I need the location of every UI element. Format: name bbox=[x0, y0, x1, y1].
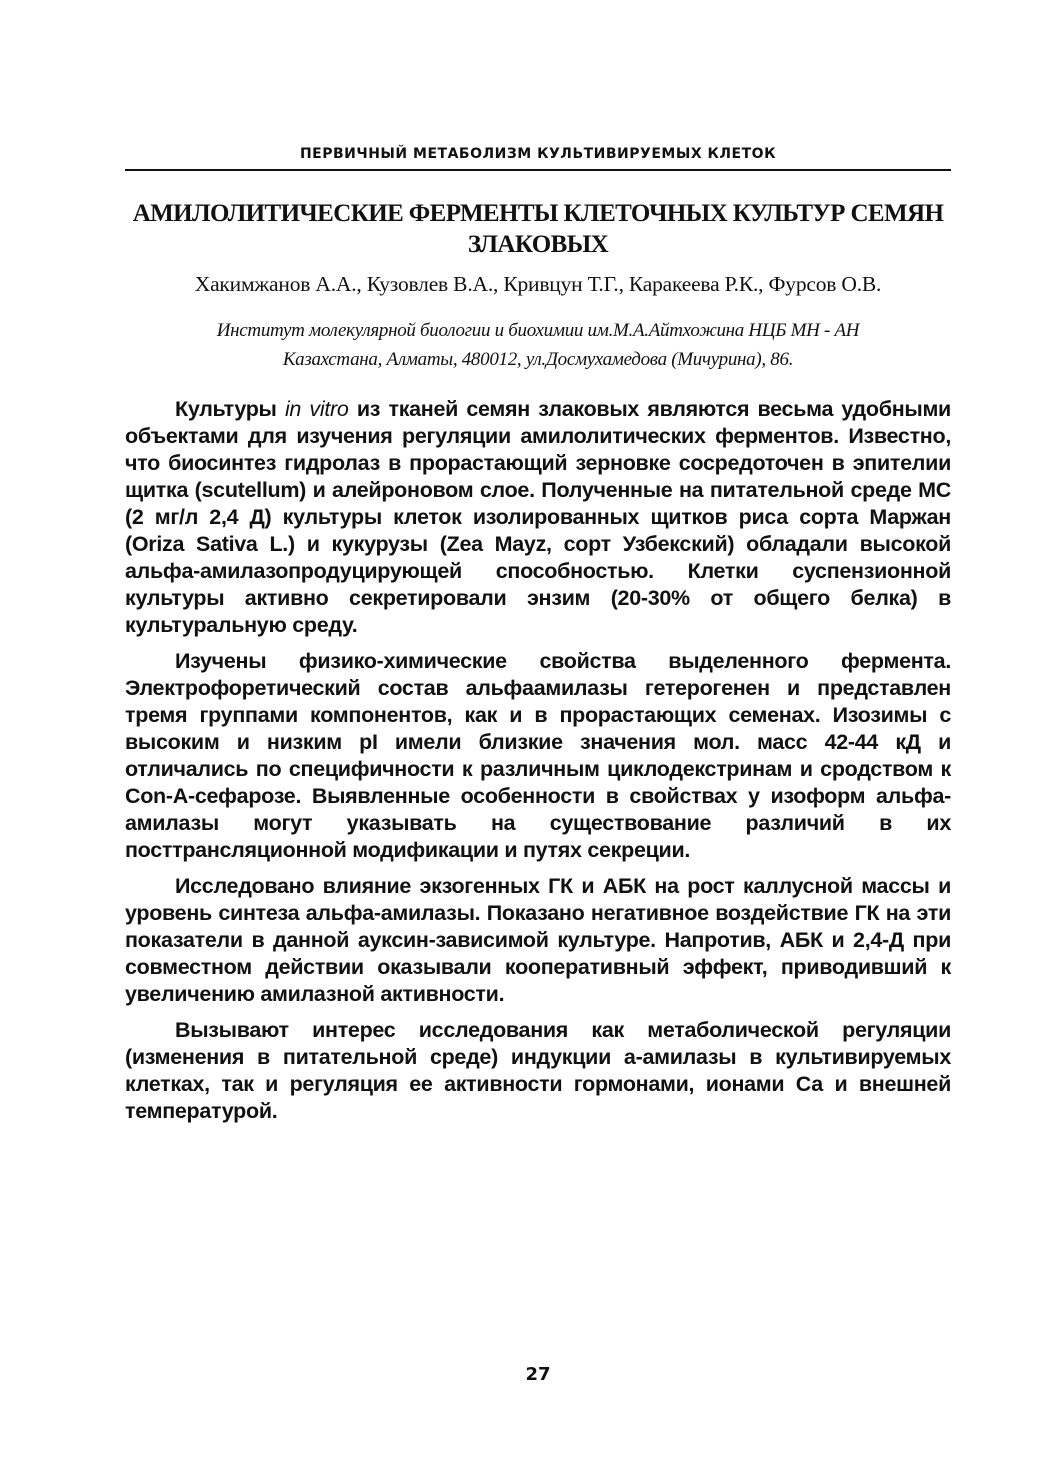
paragraph-1-start: Культуры bbox=[175, 397, 285, 421]
affiliation bbox=[125, 316, 951, 374]
header-rule bbox=[125, 169, 951, 171]
running-head: ПЕРВИЧНЫЙ МЕТАБОЛИЗМ КУЛЬТИВИРУЕМЫХ КЛЕТОК bbox=[299, 146, 777, 162]
paragraph-2: Изучены физико-химические свойства выделенного фермента. Электрофоретический состав альфаамилазы гетерогенен и представлен тремя группами компонентов, как и в прорастающих семенах. Изозимы с высоким и низким pI имели близкие значения мол. масс 42-44 кД и отличались по специфичности к различным циклодекстринам и сродством к Con-A-сефарозе. Выявленные особенности в свойствах у изоформ альфа-амилазы могут указывать на существование различий в их посттрансляционной модификации и путях секреции. bbox=[125, 649, 951, 862]
article-title: АМИЛОЛИТИЧЕСКИЕ ФЕРМЕНТЫ КЛЕТОЧНЫХ КУЛЬТУР СЕМЯН ЗЛАКОВЫХ bbox=[132, 200, 944, 258]
author-list: Хакимжанов А.А., Кузовлев В.А., Кривцун Т.Г., Каракеева Р.К., Фурсов О.В. bbox=[194, 272, 882, 296]
page-number: 27 bbox=[525, 1364, 551, 1385]
article-body bbox=[125, 396, 951, 1134]
paragraph-1-rest: из тканей семян злаковых являются весьма удобными объектами для изучения регуляции амилолитических ферментов. Известно, что биосинтез гидролаз в прорастающий зерновке сосредоточен в эпителии щитка (scutellum) и алейроновом слое. Полученные на питательной среде МС (2 мг/л 2,4 Д) культуры клеток изолированных щитков риса сорта Маржан (Oriza Sativa L.) и кукурузы (Zea Mayz, сорт Узбекский) обладали высокой альфа-амилазопродуцирующей способностью. Клетки суспензионной культуры активно секретировали энзим (20-30% от общего белка) в культуральную среду. bbox=[125, 397, 951, 637]
paragraph-3: Исследовано влияние экзогенных ГК и АБК на рост каллусной массы и уровень синтеза альфа-амилазы. Показано негативное воздействие ГК на эти показатели в данной ауксин-зависимой культуре. Напротив, АБК и 2,4-Д при совместном действии оказывали кооперативный эффект, приводивший к увеличению амилазной активности. bbox=[125, 874, 951, 1006]
paragraph-4: Вызывают интерес исследования как метаболической регуляции (изменения в питательной среде) индукции а-амилазы в культивируемых клетках, так и регуляция ее активности гормонами, ионами Са и внешней температурой. bbox=[125, 1018, 951, 1123]
paragraph-1 bbox=[125, 396, 951, 639]
affiliation-line-2: Казахстана, Алматы, 480012, ул.Досмухамедова (Мичурина), 86. bbox=[282, 349, 794, 370]
affiliation-line-1: Институт молекулярной биологии и биохимии им.М.А.Айтхожина НЦБ МН - АН bbox=[216, 320, 860, 341]
paragraph-1-italic-term: in vitro bbox=[284, 397, 349, 421]
